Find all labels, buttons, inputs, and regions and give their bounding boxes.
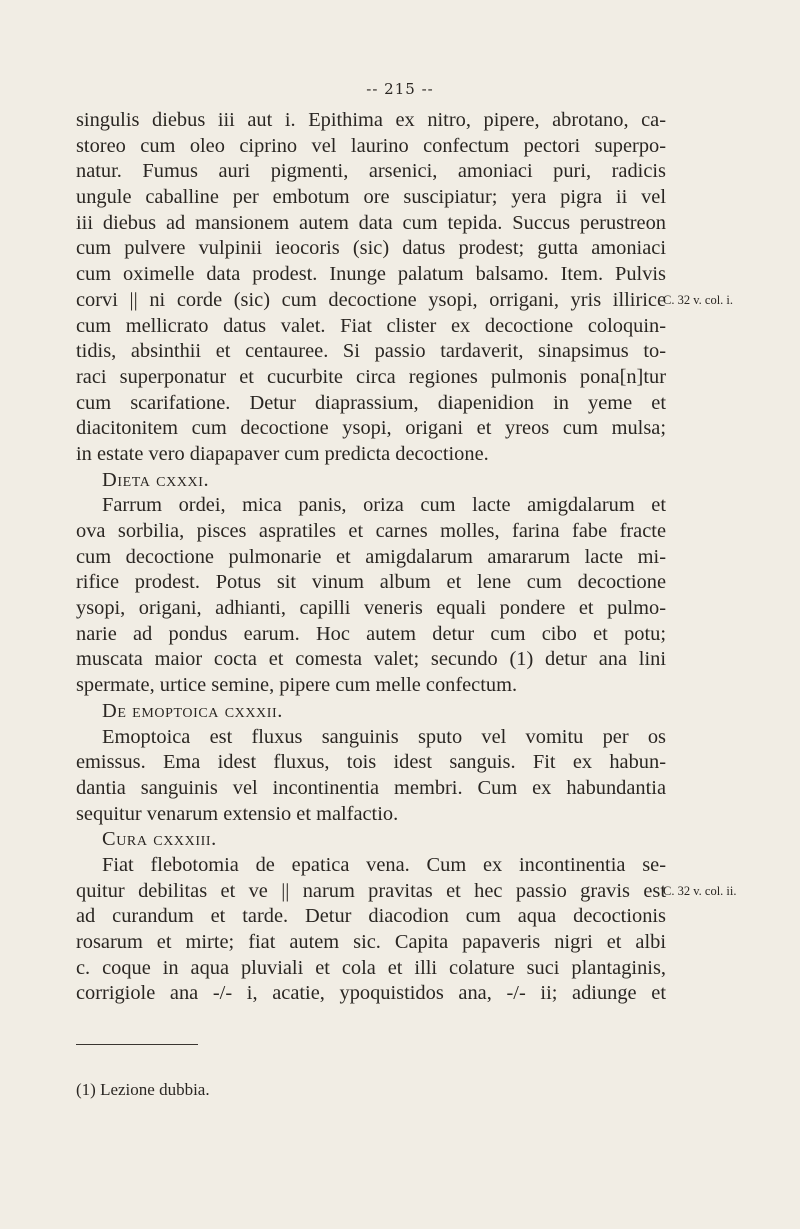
text-line: emissus. Ema idest fluxus, tois idest sanguis. Fit ex habun-	[76, 751, 666, 774]
text-line: storeo cum oleo ciprino vel laurino confectum pectori superpo-	[76, 134, 666, 157]
text-line: tidis, absinthii et centauree. Si passio tardaverit, sinapsimus to-	[76, 340, 666, 363]
text-line: cum oximelle data prodest. Inunge palatum balsamo. Item. Pulvis	[76, 263, 666, 286]
text-line: corvi || ni corde (sic) cum decoctione ysopi, orrigani, yris illirice	[76, 288, 666, 311]
text-line: ova sorbilia, pisces aspratiles et carnes molles, farina fabe fracte	[76, 520, 666, 542]
text-line: iii diebus ad mansionem autem data cum tepida. Succus perustreon	[76, 211, 666, 234]
text-line: quitur debilitas et ve || narum pravitas et hec passio gravis est	[76, 879, 666, 902]
section-heading: De emoptoica cxxxii.	[102, 699, 283, 722]
text-line: cum scarifatione. Detur diaprassium, diapenidion in yeme et	[76, 391, 666, 414]
text-line: Emoptoica est fluxus sanguinis sputo vel vomitu per os	[102, 725, 666, 748]
section-heading: Dieta cxxxi.	[102, 468, 210, 491]
section-heading: Cura cxxxiii.	[102, 828, 217, 851]
text-line: natur. Fumus auri pigmenti, arsenici, amoniaci puri, radicis	[76, 160, 666, 183]
text-line: muscata maior cocta et comesta valet; secundo (1) detur ana lini	[76, 648, 666, 671]
margin-note: C. 32 v. col. i.	[663, 292, 734, 307]
text-line: cum decoctione pulmonarie et amigdalarum amararum lacte mi-	[76, 545, 666, 568]
text-line: rifice prodest. Potus sit vinum album et lene cum decoctione	[76, 571, 666, 594]
text-line: Fiat flebotomia de epatica vena. Cum ex incontinentia se-	[102, 853, 666, 876]
text-line: narie ad pondus earum. Hoc autem detur cum cibo et potu;	[76, 622, 666, 645]
text-line: cum pulvere vulpinii ieocoris (sic) datus prodest; gutta amoniaci	[76, 237, 666, 260]
text-line: Farrum ordei, mica panis, oriza cum lacte amigdalarum et	[102, 494, 666, 517]
text-line: ad curandum et tarde. Detur diacodion cum aqua decoctionis	[76, 905, 666, 928]
text-line: rosarum et mirte; fiat autem sic. Capita papaveris nigri et albi	[76, 931, 666, 953]
main-text	[76, 108, 666, 1007]
page-number: -- 215 --	[366, 80, 434, 98]
text-line: raci superponatur et cucurbite circa regiones pulmonis pona[n]tur	[76, 365, 666, 388]
footnote: (1) Lezione dubbia.	[76, 1080, 210, 1099]
text-line: c. coque in aqua pluviali et cola et illi colature suci plantaginis,	[76, 956, 666, 979]
text-line: spermate, urtice semine, pipere cum melle confectum.	[76, 674, 518, 697]
text-line: singulis diebus iii aut i. Epithima ex nitro, pipere, abrotano, ca-	[76, 109, 666, 131]
text-line: dantia sanguinis vel incontinentia membri. Cum ex habundantia	[76, 776, 666, 799]
footnote-rule	[76, 1044, 198, 1045]
text-line: ysopi, origani, adhianti, capilli veneris equali pondere et pulmo-	[76, 597, 666, 620]
text-line: sequitur venarum extensio et malfactio.	[76, 802, 399, 825]
text-line: in estate vero diapapaver cum predicta decoctione.	[76, 442, 489, 465]
text-line: corrigiole ana -/- i, acatie, ypoquistidos ana, -/- ii; adiunge et	[76, 982, 666, 1005]
text-line: cum mellicrato datus valet. Fiat clister ex decoctione coloquin-	[76, 314, 666, 337]
text-line: diacitonitem cum decoctione ysopi, origani et yreos cum mulsa;	[76, 417, 666, 440]
text-line: ungule caballine per embotum ore suscipiatur; yera pigra ii vel	[76, 186, 666, 209]
margin-note: C. 32 v. col. ii.	[663, 884, 737, 898]
